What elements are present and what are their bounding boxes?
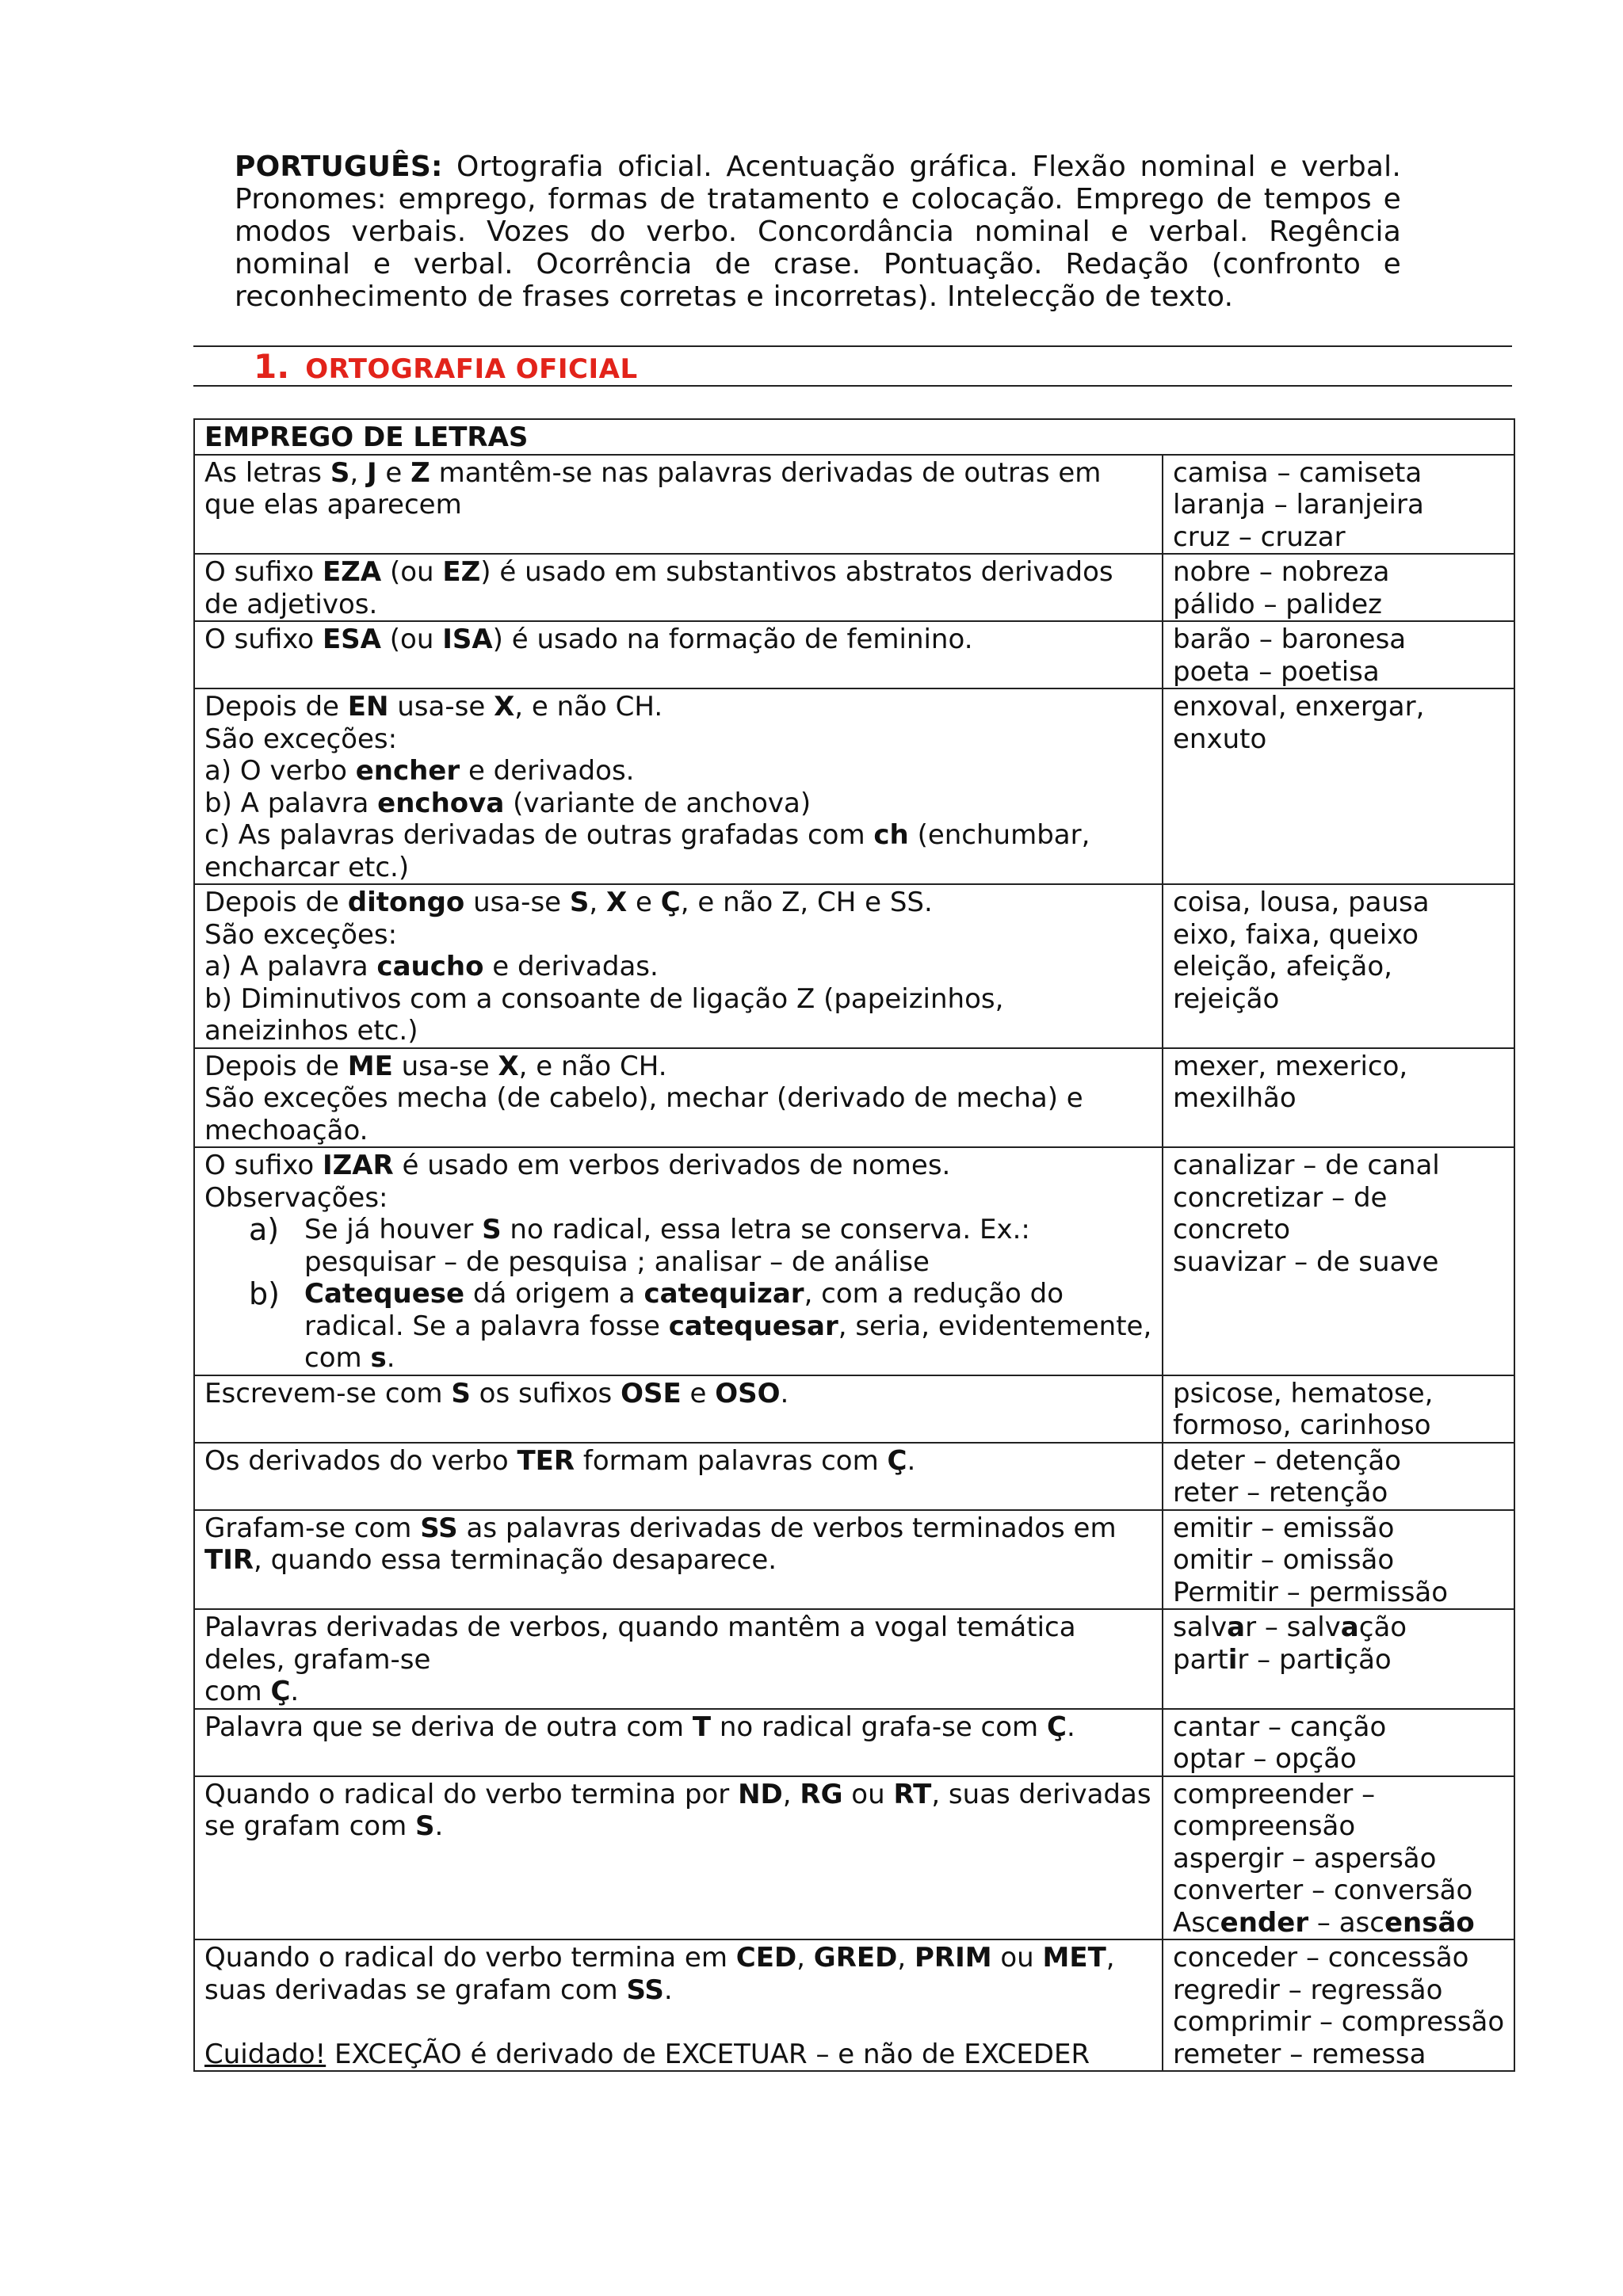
section-number: 1.	[254, 347, 290, 386]
example-text: suavizar – de suave	[1173, 1245, 1439, 1278]
rule-text	[204, 1445, 1154, 1478]
section-title: ORTOGRAFIA OFICIAL	[305, 353, 638, 385]
bold-text: Ç	[887, 1444, 907, 1477]
bold-text: EZA	[322, 556, 382, 588]
text-fragment: , e não CH.	[518, 1050, 667, 1082]
bold-text: IZAR	[322, 1150, 394, 1181]
observations-list	[204, 1214, 1154, 1375]
rule-cell	[194, 1709, 1163, 1776]
rule-cell	[194, 884, 1163, 1048]
list-marker: a)	[249, 1212, 280, 1247]
rule-line	[204, 788, 1154, 820]
bold-text: catequizar	[643, 1278, 804, 1310]
bold-text: CED	[735, 1942, 797, 1974]
text-fragment: .	[1066, 1711, 1075, 1743]
intro-label: PORTUGUÊS:	[235, 151, 443, 183]
examples-cell	[1163, 1443, 1514, 1510]
text-fragment: b) A palavra	[204, 787, 378, 819]
text-fragment: (variante de anchova)	[504, 787, 812, 819]
bold-text: OSE	[621, 1377, 682, 1409]
rule-cell	[194, 1048, 1163, 1148]
example-text: psicose, hematose, formoso, carinhoso	[1173, 1377, 1434, 1441]
examples-cell	[1163, 1709, 1514, 1776]
rule-cell	[194, 1375, 1163, 1443]
text-fragment: no radical grafa-se com	[711, 1711, 1047, 1743]
bold-text: encher	[355, 755, 460, 787]
text-fragment: (ou	[380, 624, 443, 655]
bold-text: a	[1340, 1611, 1359, 1643]
table-row	[194, 621, 1514, 688]
text-fragment: São exceções:	[204, 918, 398, 951]
text-fragment: ,	[589, 887, 607, 918]
text-fragment: Palavras derivadas de verbos, quando mantêm a vogal temática deles, grafam-se	[204, 1611, 1076, 1676]
table-row	[194, 1776, 1514, 1940]
example-text: converter – conversão	[1173, 1875, 1473, 1906]
text-fragment: , quando essa terminação desaparece.	[254, 1544, 777, 1576]
text-fragment: ,	[897, 1942, 915, 1974]
table-row	[194, 455, 1514, 555]
text-fragment: (ou	[381, 556, 443, 588]
text-fragment: e derivados.	[460, 755, 635, 787]
text-fragment: Depois de	[204, 1050, 348, 1082]
examples-cell	[1163, 1375, 1514, 1443]
rule-cell	[194, 688, 1163, 884]
bold-text: ditongo	[347, 887, 465, 918]
bold-text: TIR	[204, 1544, 254, 1576]
text-fragment: ,	[349, 456, 367, 489]
rule-cell	[194, 1510, 1163, 1610]
rule-line	[204, 1051, 1154, 1083]
bold-text: ND	[738, 1778, 783, 1810]
bold-text: S	[330, 456, 350, 489]
examples-cell	[1163, 1048, 1514, 1148]
text-fragment: as palavras derivadas de verbos terminados em	[457, 1512, 1117, 1544]
bold-text: TER	[517, 1444, 575, 1477]
bold-text: ISA	[442, 624, 493, 655]
table-header-row	[194, 419, 1514, 455]
table-row	[194, 1147, 1514, 1375]
text-fragment: r – salv	[1245, 1611, 1341, 1643]
examples-cell	[1163, 455, 1514, 555]
rule-cell	[194, 1443, 1163, 1510]
rule-line	[204, 887, 1154, 919]
example-text: poeta – poetisa	[1173, 655, 1380, 688]
text-fragment: ,	[782, 1778, 800, 1810]
bold-text: S	[482, 1214, 502, 1245]
text-fragment: .	[386, 1342, 395, 1374]
text-fragment: O sufixo	[204, 1150, 323, 1181]
rule-cell	[194, 455, 1163, 555]
text-fragment: Se já houver	[304, 1214, 483, 1245]
bold-text: RG	[800, 1778, 843, 1810]
text-fragment: São exceções mecha (de cabelo), mechar (derivado de mecha) e mechoação.	[204, 1082, 1083, 1146]
text-fragment: São exceções:	[204, 723, 398, 755]
example-text: coisa, lousa, pausa	[1173, 887, 1430, 918]
table-row	[194, 884, 1514, 1048]
rule-line	[204, 1611, 1154, 1676]
text-fragment: Os derivados do verbo	[204, 1444, 517, 1477]
rule-line	[204, 1150, 1154, 1182]
bold-text: i	[1228, 1643, 1238, 1676]
text-fragment: e derivadas.	[483, 951, 659, 982]
caution-text: EXCEÇÃO é derivado de EXCETUAR – e não de EXCEDER	[326, 2038, 1090, 2070]
bold-text: Ç	[660, 887, 681, 918]
section-bottom-rule	[193, 385, 1512, 387]
bold-text: catequesar	[668, 1310, 838, 1342]
bold-text: caucho	[376, 951, 484, 982]
rule-line	[204, 919, 1154, 952]
example-text: optar – opção	[1173, 1743, 1357, 1775]
rule-text	[204, 1711, 1154, 1744]
text-fragment: .	[907, 1444, 916, 1477]
bold-text: Catequese	[304, 1278, 465, 1310]
text-fragment: Escrevem-se com	[204, 1377, 452, 1409]
text-fragment: Quando o radical do verbo termina por	[204, 1778, 739, 1810]
text-fragment: dá origem a	[464, 1278, 644, 1310]
example-text: camisa – camiseta	[1173, 456, 1423, 489]
table-row	[194, 1709, 1514, 1776]
text-fragment: Depois de	[204, 691, 348, 723]
example-text: aspergir – aspersão	[1173, 1842, 1437, 1875]
table-header: EMPREGO DE LETRAS	[194, 419, 1514, 455]
example-text: canalizar – de canal	[1173, 1150, 1440, 1181]
table-row	[194, 554, 1514, 621]
rule-line	[204, 951, 1154, 983]
example-text: compreender – compreensão	[1173, 1778, 1376, 1842]
bold-text: ESA	[322, 624, 381, 655]
example-text: omitir – omissão	[1173, 1544, 1395, 1576]
rule-cell	[194, 1939, 1163, 2071]
example-text: laranja – laranjeira	[1173, 489, 1424, 521]
list-item	[204, 1214, 1154, 1278]
bold-text: enchova	[377, 787, 505, 819]
letters-table	[193, 418, 1515, 2072]
example-text: pálido – palidez	[1173, 588, 1382, 620]
text-fragment: Depois de	[204, 887, 348, 918]
bold-text: i	[1334, 1643, 1344, 1676]
bold-text: OSO	[715, 1377, 781, 1409]
example-text: barão – baronesa	[1173, 624, 1407, 655]
rule-text	[204, 1378, 1154, 1410]
examples-cell	[1163, 1776, 1514, 1940]
rule-cell	[194, 621, 1163, 688]
table-row	[194, 1510, 1514, 1610]
text-fragment: usa-se	[392, 1050, 498, 1082]
text-fragment: os sufixos	[470, 1377, 621, 1409]
text-fragment: usa-se	[464, 887, 570, 918]
text-fragment: part	[1173, 1643, 1228, 1676]
text-fragment: formam palavras com	[575, 1444, 888, 1477]
rule-cell	[194, 1609, 1163, 1709]
rule-text	[204, 1512, 1154, 1577]
example-text: Permitir – permissão	[1173, 1576, 1449, 1608]
section-heading	[254, 347, 638, 387]
text-fragment: ção	[1358, 1611, 1407, 1643]
table-row	[194, 1443, 1514, 1510]
example-text: cruz – cruzar	[1173, 521, 1346, 553]
intro-paragraph	[235, 151, 1401, 313]
examples-cell	[1163, 884, 1514, 1048]
bold-text: Ç	[270, 1676, 291, 1707]
text-fragment: , suas derivadas se grafam com	[204, 1778, 1151, 1842]
text-fragment: a) A palavra	[204, 951, 377, 982]
text-fragment: b) Diminutivos com a consoante de ligação Z (papeizinhos, aneizinhos etc.)	[204, 982, 1004, 1047]
caution-note	[204, 2039, 1154, 2071]
text-fragment: no radical, essa letra se conserva. Ex.: pesquisar – de pesquisa ; analisar – de análise	[304, 1214, 1030, 1278]
table-row	[194, 688, 1514, 884]
example-text	[1173, 1907, 1506, 1939]
examples-cell	[1163, 1609, 1514, 1709]
text-fragment: Observações:	[204, 1181, 388, 1214]
example-text: nobre – nobreza	[1173, 556, 1390, 588]
examples-cell	[1163, 1939, 1514, 2071]
text-fragment: usa-se	[388, 691, 495, 723]
bold-text: ensão	[1384, 1906, 1475, 1939]
rule-text	[204, 1779, 1154, 1843]
example-text: conceder – concessão	[1173, 1942, 1469, 1974]
text-fragment: Palavra que se deriva de outra com	[204, 1711, 693, 1743]
text-fragment: ) é usado na formação de feminino.	[492, 624, 973, 655]
text-fragment: – asc	[1308, 1906, 1384, 1939]
examples-cell	[1163, 554, 1514, 621]
example-text	[1173, 1611, 1506, 1644]
text-fragment: , seria, evidentemente, com	[304, 1310, 1152, 1374]
text-fragment: , suas derivadas se grafam com	[204, 1942, 1115, 2006]
example-text: remeter – remessa	[1173, 2038, 1426, 2070]
caution-label: Cuidado!	[204, 2038, 327, 2070]
bold-text: s	[370, 1342, 387, 1374]
rule-line	[204, 1676, 1154, 1708]
list-item	[204, 1278, 1154, 1375]
text-fragment: , com a redução do radical. Se a palavra fosse	[304, 1278, 1064, 1342]
text-fragment: Asc	[1173, 1906, 1220, 1939]
text-fragment: ) é usado em substantivos abstratos derivados de adjetivos.	[204, 556, 1113, 620]
rule-line	[204, 1182, 1154, 1215]
rule-line	[204, 723, 1154, 756]
text-fragment: , e não CH.	[514, 691, 663, 723]
example-text: mexer, mexerico, mexilhão	[1173, 1050, 1408, 1114]
rule-cell	[194, 554, 1163, 621]
table-row	[194, 1939, 1514, 2071]
rule-line	[204, 1942, 1154, 2006]
example-text: comprimir – compressão	[1173, 2006, 1505, 2038]
example-text: concretizar – de concreto	[1173, 1181, 1388, 1245]
rule-cell	[194, 1147, 1163, 1375]
bold-text: MET	[1042, 1942, 1106, 1974]
bold-text: SS	[420, 1512, 458, 1544]
example-text: regredir – regressão	[1173, 1974, 1443, 2006]
bold-text: X	[498, 1050, 519, 1082]
bold-text: a	[1227, 1611, 1246, 1643]
bold-text: EN	[347, 691, 389, 723]
bold-text: ch	[873, 819, 909, 851]
rule-line	[204, 819, 1154, 883]
text-fragment: ou	[991, 1942, 1043, 1974]
text-fragment: ção	[1343, 1643, 1392, 1676]
bold-text: S	[451, 1377, 471, 1409]
example-text: enxoval, enxergar, enxuto	[1173, 691, 1425, 755]
example-text: reter – retenção	[1173, 1477, 1388, 1508]
text-fragment: a) O verbo	[204, 755, 356, 787]
example-text: eixo, faixa, queixo	[1173, 918, 1419, 951]
example-text: eleição, afeição, rejeição	[1173, 951, 1392, 1015]
rule-text	[204, 624, 1154, 656]
bold-text: T	[692, 1711, 712, 1743]
text-fragment: .	[290, 1676, 300, 1707]
example-text: cantar – canção	[1173, 1711, 1387, 1743]
rule-line	[204, 2006, 1154, 2039]
table-row	[194, 1048, 1514, 1148]
text-fragment: Quando o radical do verbo termina em	[204, 1942, 736, 1974]
text-fragment: e	[681, 1377, 716, 1409]
examples-cell	[1163, 1510, 1514, 1610]
text-fragment: e	[376, 456, 411, 489]
text-fragment: c) As palavras derivadas de outras grafadas com	[204, 819, 874, 851]
text-fragment: Grafam-se com	[204, 1512, 421, 1544]
table-body	[194, 455, 1514, 2072]
bold-text: SS	[626, 1974, 664, 2006]
bold-text: RT	[893, 1778, 932, 1810]
examples-cell	[1163, 1147, 1514, 1375]
bold-text: S	[415, 1810, 435, 1842]
bold-text: X	[606, 887, 628, 918]
rule-line	[204, 983, 1154, 1047]
bold-text: EZ	[442, 556, 481, 588]
text-fragment: (enchumbar, encharcar etc.)	[204, 819, 1090, 883]
bold-text: J	[366, 456, 377, 489]
intro-text: Ortografia oficial. Acentuação gráfica. Flexão nominal e verbal. Pronomes: emprego, formas de tratamento e colocação. Emprego de tempos e modos verbais. Vozes do verbo. Concordância nominal e verbal. Regência nominal e verbal. Ocorrência de crase. Pontuação. Redação (confronto e reconhecimento de frases corretas e incorretas). Intelecção de texto.	[235, 151, 1401, 313]
bold-text: GRED	[813, 1942, 898, 1974]
rule-line	[204, 1082, 1154, 1146]
bold-text: X	[494, 691, 515, 723]
rule-text	[204, 457, 1154, 521]
text-fragment: O sufixo	[204, 556, 323, 588]
bold-text: ME	[347, 1050, 393, 1082]
text-fragment: .	[780, 1377, 789, 1409]
text-fragment: ,	[796, 1942, 814, 1974]
bold-text: Z	[411, 456, 430, 489]
examples-cell	[1163, 688, 1514, 884]
text-fragment: O sufixo	[204, 624, 323, 655]
text-fragment: .	[663, 1974, 673, 2006]
table-row	[194, 1375, 1514, 1443]
examples-cell	[1163, 621, 1514, 688]
text-fragment: ou	[842, 1778, 894, 1810]
text-fragment: .	[434, 1810, 444, 1842]
rule-line	[204, 755, 1154, 788]
text-fragment: As letras	[204, 456, 330, 489]
text-fragment: com	[204, 1676, 271, 1707]
rule-text	[204, 556, 1154, 620]
example-text: emitir – emissão	[1173, 1512, 1395, 1544]
list-marker: b)	[249, 1276, 280, 1311]
table-row	[194, 1609, 1514, 1709]
rule-cell	[194, 1776, 1163, 1940]
bold-text: S	[569, 887, 590, 918]
text-fragment: , e não Z, CH e SS.	[680, 887, 933, 918]
bold-text: ender	[1220, 1906, 1309, 1939]
example-text: deter – detenção	[1173, 1444, 1401, 1477]
rule-line	[204, 691, 1154, 723]
example-text	[1173, 1644, 1506, 1676]
bold-text: PRIM	[914, 1942, 992, 1974]
bold-text: Ç	[1046, 1711, 1067, 1743]
text-fragment: mantêm-se nas palavras derivadas de outras em que elas aparecem	[204, 456, 1102, 521]
text-fragment: é usado em verbos derivados de nomes.	[393, 1150, 951, 1181]
text-fragment: r – part	[1237, 1643, 1335, 1676]
text-fragment: salv	[1173, 1611, 1228, 1643]
text-fragment: e	[627, 887, 661, 918]
